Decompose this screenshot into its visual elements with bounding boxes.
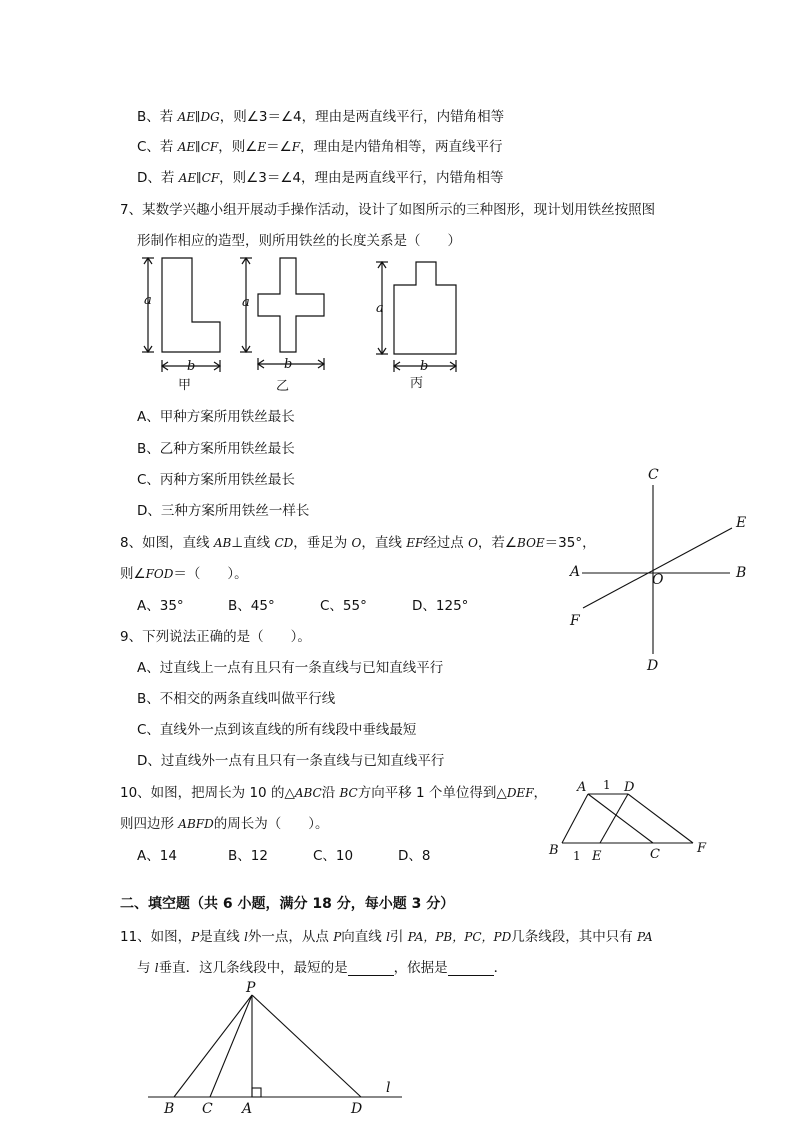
text: 10、如图，把周长为 10 的△: [120, 785, 295, 801]
answer-blank[interactable]: [348, 961, 394, 976]
q10-stem-line2: [120, 812, 328, 832]
q7-option-b: B、乙种方案所用铁丝最长: [137, 441, 295, 457]
label-c: C: [202, 1101, 213, 1117]
label-c: C: [648, 467, 659, 483]
line-ef: [583, 528, 732, 608]
answer-blank[interactable]: [448, 961, 494, 976]
text: ＝∠: [266, 139, 292, 155]
text: ，理由是内错角相等，两直线平行: [300, 139, 503, 155]
text: ，依据是: [393, 960, 448, 976]
shape-jia: [162, 258, 220, 352]
label-a: A: [242, 1101, 253, 1117]
text: 引: [389, 929, 408, 945]
shape-yi: [258, 258, 324, 352]
q7-option-c: C、丙种方案所用铁丝最长: [137, 472, 295, 488]
text: ．: [493, 960, 508, 976]
text: ，则∠3＝∠4，理由是两直线平行，内错角相等: [219, 170, 504, 186]
var: PA: [637, 930, 653, 944]
label-c: C: [650, 847, 660, 862]
label-one: 1: [603, 778, 611, 792]
text: 是直线: [199, 929, 245, 945]
q7-figure: [130, 248, 470, 396]
q10-option-b: B、12: [228, 848, 268, 864]
label-f: F: [570, 613, 580, 629]
label-a: a: [144, 293, 152, 308]
label-e: E: [736, 515, 747, 531]
q6-option-c: [137, 135, 503, 155]
caption-yi: 乙: [276, 379, 290, 394]
q11-stem-line2: [137, 956, 507, 976]
var: l: [154, 961, 159, 975]
text: 8、如图，直线: [120, 535, 214, 551]
label-b: B: [549, 843, 559, 858]
var: EF: [406, 536, 424, 550]
label-f: F: [697, 841, 707, 856]
text: ，若∠: [477, 535, 518, 551]
q6-option-b: [137, 105, 504, 125]
var: FOD: [145, 567, 174, 581]
text: 11、如图，: [120, 929, 192, 945]
var: O: [468, 536, 478, 550]
label-b: B: [164, 1101, 175, 1117]
q6-option-d: [137, 166, 504, 186]
q7-option-d: D、三种方案所用铁丝一样长: [137, 503, 310, 519]
q7-stem-line2: 形制作相应的造型，则所用铁丝的长度关系是（ ）: [137, 233, 461, 249]
q10-option-d: D、8: [398, 848, 431, 864]
relation: AE∥DG: [177, 110, 220, 124]
text: ＝（ ）。: [173, 566, 248, 582]
var: O: [351, 536, 362, 550]
right-angle-mark: [252, 1088, 261, 1097]
label-a: A: [577, 780, 587, 795]
var: DEF: [506, 786, 534, 800]
label-b: b: [420, 359, 429, 374]
text: ，则∠: [218, 139, 258, 155]
q9-option-d: D、过直线外一点有且只有一条直线与已知直线平行: [137, 753, 445, 769]
q8-figure: [560, 460, 760, 675]
var: BOE: [517, 536, 545, 550]
label-a: a: [242, 295, 250, 310]
text: 方向平移 1 个单位得到△: [357, 785, 507, 801]
text: C、若: [137, 139, 178, 155]
text: 几条线段，其中只有: [511, 929, 637, 945]
q10-figure: [540, 772, 720, 867]
q7-stem-line1: 7、某数学兴趣小组开展动手操作活动，设计了如图所示的三种图形，现计划用铁丝按照图: [120, 202, 656, 218]
text: 的周长为（ ）。: [213, 816, 329, 832]
text: 垂直．这几条线段中，最短的是: [158, 960, 348, 976]
relation: AE∥CF: [177, 140, 219, 154]
label-b: b: [187, 359, 196, 374]
label-a: a: [376, 301, 384, 316]
var: PA，PB，PC，PD: [407, 930, 512, 944]
text: ，则∠3＝∠4，理由是两直线平行，内错角相等: [219, 109, 505, 125]
shape-bing: [394, 262, 456, 354]
var: P: [191, 930, 200, 944]
q9-option-b: B、不相交的两条直线叫做平行线: [137, 691, 336, 707]
text: 沿: [321, 785, 340, 801]
text: 经过点: [423, 535, 469, 551]
text: 向直线: [341, 929, 387, 945]
text: D、若: [137, 170, 179, 186]
q8-option-c: C、55°: [320, 598, 367, 614]
var: l: [244, 930, 248, 944]
text: 则∠: [120, 566, 146, 582]
var: BC: [339, 786, 358, 800]
q7-option-a: A、甲种方案所用铁丝最长: [137, 409, 295, 425]
label-d: D: [624, 780, 635, 795]
var: AB: [213, 536, 232, 550]
text: ，垂足为: [293, 535, 352, 551]
q11-stem-line1: [120, 925, 653, 945]
q8-option-b: B、45°: [228, 598, 275, 614]
relation: AE∥CF: [178, 171, 220, 185]
var: E: [257, 140, 267, 154]
q9-option-a: A、过直线上一点有且只有一条直线与已知直线平行: [137, 660, 444, 676]
text: 外一点，从点: [247, 929, 334, 945]
text: ＝35°，: [544, 535, 596, 551]
q8-stem-line2: [120, 562, 248, 582]
q8-option-d: D、125°: [412, 598, 469, 614]
text: B、若: [137, 109, 178, 125]
label-e: E: [592, 849, 602, 864]
var: ABFD: [178, 817, 214, 831]
label-b: b: [284, 357, 293, 372]
var: P: [333, 930, 342, 944]
q8-stem-line1: [120, 531, 596, 551]
q11-figure: [140, 978, 420, 1118]
text: ⊥直线: [231, 535, 275, 551]
label-a: A: [570, 564, 581, 580]
label-p: P: [246, 980, 256, 996]
q9-stem: 9、下列说法正确的是（ ）。: [120, 629, 311, 645]
var: CD: [274, 536, 294, 550]
label-one: 1: [573, 849, 581, 863]
q9-option-c: C、直线外一点到该直线的所有线段中垂线最短: [137, 722, 417, 738]
q10-option-a: A、14: [137, 848, 177, 864]
q10-option-c: C、10: [313, 848, 354, 864]
var: F: [291, 140, 301, 154]
var: ABC: [294, 786, 322, 800]
caption-jia: 甲: [178, 378, 192, 393]
q8-option-a: A、35°: [137, 598, 184, 614]
var: l: [386, 930, 390, 944]
text: ，: [533, 785, 548, 801]
label-o: O: [652, 572, 664, 588]
label-b: B: [736, 565, 747, 581]
label-l: l: [386, 1080, 391, 1096]
text: 则四边形: [120, 816, 179, 832]
q10-stem-line1: [120, 781, 547, 801]
label-d: D: [647, 658, 659, 674]
label-d: D: [351, 1101, 363, 1117]
section-heading: 二、填空题（共 6 小题，满分 18 分，每小题 3 分）: [120, 896, 455, 912]
text: ，直线: [361, 535, 407, 551]
caption-bing: 丙: [410, 376, 424, 391]
text: 与: [137, 960, 155, 976]
